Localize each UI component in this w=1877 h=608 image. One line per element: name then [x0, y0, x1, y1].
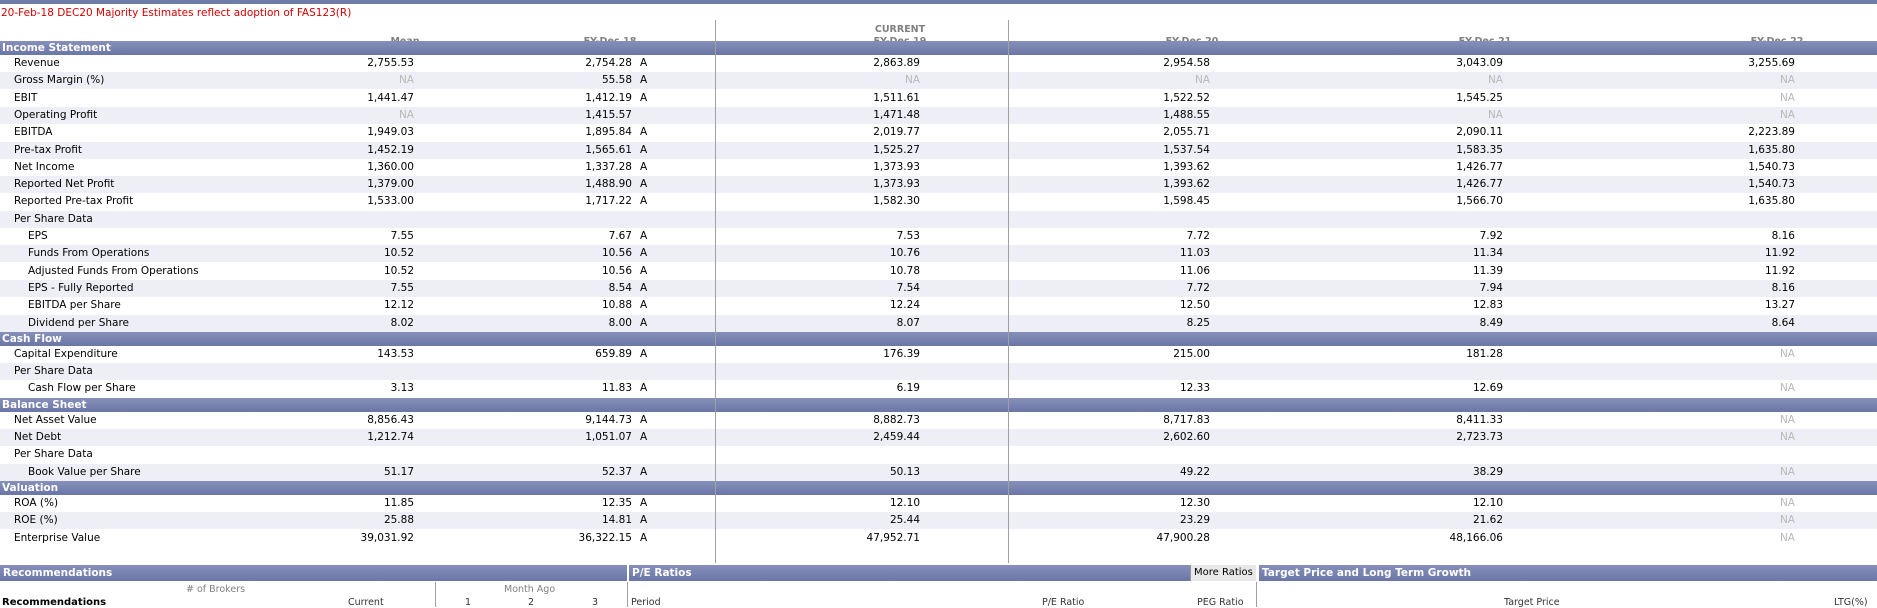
cell-fy19: 2,459.44 [873, 431, 920, 443]
cell-fy19: 10.78 [889, 264, 920, 277]
row-label: Gross Margin (%) [14, 74, 105, 87]
table-row[interactable] [0, 429, 1877, 446]
row-label: Pre-tax Profit [14, 143, 82, 156]
cell-fy21: 1,426.77 [1456, 178, 1503, 191]
cell-fy18: 9,144.73 [585, 413, 632, 426]
cell-fy21: NA [1487, 108, 1503, 121]
cell-fy18: 55.58 [601, 74, 632, 87]
cell-mean: 1,379.00 [367, 178, 414, 191]
actual-flag: A [640, 264, 648, 277]
section-header [0, 398, 1877, 412]
divider-rec-month [435, 582, 436, 607]
cell-fy20: 215.00 [1173, 347, 1210, 360]
actual-flag: A [640, 281, 648, 294]
divider-current-left [715, 20, 716, 563]
section-title: Valuation [2, 481, 59, 494]
cell-fy19: 12.10 [889, 496, 920, 509]
cell-fy21: 181.28 [1466, 347, 1503, 360]
cell-fy22: NA [1779, 108, 1795, 121]
table-row[interactable] [0, 363, 1877, 380]
cell-fy19: 7.54 [896, 281, 920, 294]
cell-fy18: 8.54 [608, 281, 632, 294]
cell-mean: 1,441.47 [367, 91, 414, 104]
cell-fy22: 13.27 [1764, 299, 1795, 312]
actual-flag: A [640, 496, 648, 509]
cell-fy18: 52.37 [601, 465, 632, 478]
cell-mean: 1,212.74 [367, 431, 414, 443]
month-3-label: 3 [592, 597, 599, 608]
table-row[interactable] [0, 211, 1877, 228]
month-2-label: 2 [528, 597, 535, 608]
cell-fy22: 3,255.69 [1748, 57, 1795, 69]
cell-fy20: 47,900.28 [1156, 531, 1210, 544]
cell-fy19: 2,019.77 [873, 126, 920, 139]
row-label: Book Value per Share [28, 465, 141, 478]
cell-fy19: 6.19 [896, 382, 920, 395]
cell-mean: 1,452.19 [367, 143, 414, 156]
row-label: Net Asset Value [14, 413, 97, 426]
cell-fy21: 12.10 [1472, 496, 1503, 509]
cell-fy18: 1,412.19 [585, 91, 632, 104]
table-row[interactable] [0, 315, 1877, 332]
table-row[interactable] [0, 512, 1877, 529]
table-row[interactable] [0, 530, 1877, 547]
cell-fy20: 1,598.45 [1163, 195, 1210, 208]
cell-fy19: 50.13 [889, 465, 920, 478]
row-label: Reported Pre-tax Profit [14, 195, 134, 208]
table-row[interactable] [0, 90, 1877, 107]
month-1-label: 1 [465, 597, 472, 608]
row-label: Revenue [14, 57, 60, 69]
row-label: ROA (%) [14, 496, 59, 509]
actual-flag: A [640, 431, 648, 443]
cell-fy19: 12.24 [889, 299, 920, 312]
cell-fy20: 11.06 [1179, 264, 1210, 277]
cell-fy21: 7.92 [1479, 230, 1503, 242]
cell-fy21: 12.83 [1472, 299, 1503, 312]
cell-fy22: 2,223.89 [1748, 126, 1795, 139]
cell-fy20: 1,522.52 [1163, 91, 1210, 104]
table-row[interactable] [0, 464, 1877, 481]
cell-fy18: 10.56 [601, 264, 632, 277]
cell-fy20: NA [1194, 74, 1210, 87]
cell-fy22: 8.16 [1771, 281, 1795, 294]
table-row[interactable] [0, 245, 1877, 262]
num-brokers-label: # of Brokers [186, 584, 246, 595]
col-header-current: CURRENT [874, 24, 926, 35]
actual-flag: A [640, 230, 648, 242]
cell-fy21: 12.69 [1472, 382, 1503, 395]
cell-fy22: 1,540.73 [1748, 178, 1795, 191]
cell-mean: 1,533.00 [367, 195, 414, 208]
cell-fy22: 11.92 [1764, 264, 1795, 277]
target-price-title: Target Price and Long Term Growth [1262, 567, 1472, 579]
top-banner [0, 0, 1877, 4]
row-label: ROE (%) [14, 514, 58, 527]
cell-mean: 11.85 [383, 496, 414, 509]
cell-fy18: 1,717.22 [585, 195, 632, 208]
cell-mean: 12.12 [383, 299, 414, 312]
actual-flag: A [640, 299, 648, 312]
table-row[interactable] [0, 263, 1877, 280]
cell-fy18: 14.81 [601, 514, 632, 527]
actual-flag: A [640, 143, 648, 156]
cell-fy21: 8.49 [1479, 316, 1503, 329]
cell-fy21: 1,566.70 [1456, 195, 1503, 208]
cell-fy20: 12.33 [1179, 382, 1210, 395]
cell-fy21: 1,545.25 [1456, 91, 1503, 104]
notice-text: 20-Feb-18 DEC20 Majority Estimates reflect adoption of FAS123(R) [1, 7, 352, 19]
cell-fy20: 12.50 [1179, 299, 1210, 312]
cell-mean: 3.13 [390, 382, 414, 395]
row-label: Capital Expenditure [14, 347, 118, 360]
table-row[interactable] [0, 55, 1877, 72]
table-row[interactable] [0, 124, 1877, 141]
row-label: Net Debt [14, 431, 62, 443]
cell-fy22: NA [1779, 347, 1795, 360]
table-row[interactable] [0, 412, 1877, 429]
cell-fy20: 7.72 [1186, 281, 1210, 294]
actual-flag: A [640, 531, 648, 544]
cell-fy20: 11.03 [1179, 247, 1210, 260]
cell-mean: 25.88 [383, 514, 414, 527]
cell-fy19: 2,863.89 [873, 57, 920, 69]
cell-fy21: 2,090.11 [1456, 126, 1503, 139]
table-row[interactable] [0, 107, 1877, 124]
cell-fy22: NA [1779, 91, 1795, 104]
cell-fy21: 1,426.77 [1456, 160, 1503, 173]
cell-mean: 1,949.03 [367, 126, 414, 139]
cell-fy19: 176.39 [883, 347, 920, 360]
cell-fy22: NA [1779, 531, 1795, 544]
cell-mean: 1,360.00 [367, 160, 414, 173]
cell-mean: 143.53 [377, 347, 414, 360]
cell-fy20: 49.22 [1179, 465, 1210, 478]
cell-fy19: 8,882.73 [873, 413, 920, 426]
actual-flag: A [640, 247, 648, 260]
row-label: Enterprise Value [14, 531, 101, 544]
row-label: EBITDA per Share [28, 299, 121, 312]
month-ago-label: Month Ago [504, 584, 556, 595]
cell-fy18: 10.56 [601, 247, 632, 260]
cell-fy20: 1,537.54 [1163, 143, 1210, 156]
table-row[interactable] [0, 193, 1877, 210]
section-header [0, 481, 1877, 495]
row-label: Per Share Data [14, 365, 93, 378]
cell-mean: 8.02 [390, 316, 414, 329]
table-row[interactable] [0, 280, 1877, 297]
pe-ratios-header [629, 565, 1226, 581]
cell-fy22: 8.16 [1771, 230, 1795, 242]
table-row[interactable] [0, 346, 1877, 363]
more-ratios-button[interactable]: More Ratios [1190, 565, 1256, 581]
cell-fy22: 1,540.73 [1748, 160, 1795, 173]
cell-fy19: 1,582.30 [873, 195, 920, 208]
cell-mean: 39,031.92 [360, 531, 414, 544]
cell-fy18: 7.67 [608, 230, 632, 242]
divider-current-right [1008, 20, 1009, 563]
cell-fy21: 48,166.06 [1449, 531, 1503, 544]
row-label: EBIT [14, 91, 38, 104]
cell-fy19: 7.53 [896, 230, 920, 242]
rec-label: Recommendations [2, 597, 107, 608]
cell-mean: 8,856.43 [367, 413, 414, 426]
actual-flag: A [640, 74, 648, 87]
cell-fy22: NA [1779, 514, 1795, 527]
cell-fy22: NA [1779, 74, 1795, 87]
divider-pe-target [1256, 582, 1257, 607]
cell-fy18: 12.35 [601, 496, 632, 509]
cell-fy18: 659.89 [595, 347, 632, 360]
cell-fy21: 7.94 [1479, 281, 1503, 294]
cell-fy19: 47,952.71 [866, 531, 920, 544]
cell-fy19: NA [904, 74, 920, 87]
cell-fy19: 1,511.61 [873, 91, 920, 104]
row-label: Net Income [14, 160, 75, 173]
cell-fy18: 10.88 [601, 299, 632, 312]
recommendations-title: Recommendations [3, 567, 113, 579]
actual-flag: A [640, 91, 648, 104]
cell-fy20: 12.30 [1179, 496, 1210, 509]
cell-mean: 10.52 [383, 264, 414, 277]
cell-fy18: 1,337.28 [585, 160, 632, 173]
row-label: Per Share Data [14, 448, 93, 461]
target-price-label: Target Price [1504, 597, 1560, 608]
cell-fy18: 36,322.15 [578, 531, 632, 544]
period-label: Period [631, 597, 661, 608]
table-row[interactable] [0, 446, 1877, 463]
cell-fy22: 11.92 [1764, 247, 1795, 260]
section-title: Income Statement [2, 42, 111, 54]
cell-fy18: 11.83 [601, 382, 632, 395]
section-header [0, 41, 1877, 55]
row-label: Reported Net Profit [14, 178, 115, 191]
actual-flag: A [640, 413, 648, 426]
cell-fy22: NA [1779, 431, 1795, 443]
peg-ratio-label: PEG Ratio [1197, 597, 1244, 608]
ltg-label: LTG(%) [1834, 597, 1868, 608]
table-row[interactable] [0, 176, 1877, 193]
cell-mean: 10.52 [383, 247, 414, 260]
cell-fy20: 2,055.71 [1163, 126, 1210, 139]
cell-fy22: NA [1779, 382, 1795, 395]
cell-fy20: 23.29 [1179, 514, 1210, 527]
cell-fy21: 8,411.33 [1456, 413, 1503, 426]
actual-flag: A [640, 57, 648, 69]
cell-mean: NA [398, 74, 414, 87]
row-label: Per Share Data [14, 212, 93, 225]
cell-fy18: 1,565.61 [585, 143, 632, 156]
table-row[interactable] [0, 72, 1877, 89]
actual-flag: A [640, 316, 648, 329]
actual-flag: A [640, 178, 648, 191]
cell-fy19: 1,373.93 [873, 160, 920, 173]
cell-mean: 2,755.53 [367, 57, 414, 69]
row-label: Cash Flow per Share [28, 382, 136, 395]
cell-fy19: 25.44 [889, 514, 920, 527]
cell-mean: 7.55 [390, 230, 414, 242]
cell-fy18: 1,895.84 [585, 126, 632, 139]
cell-fy18: 8.00 [608, 316, 632, 329]
row-label: Adjusted Funds From Operations [28, 264, 199, 277]
row-label: Funds From Operations [28, 247, 150, 260]
cell-mean: 51.17 [383, 465, 414, 478]
cell-fy21: 3,043.09 [1456, 57, 1503, 69]
cell-fy20: 1,488.55 [1163, 108, 1210, 121]
pe-ratio-label: P/E Ratio [1042, 597, 1085, 608]
cell-fy22: 1,635.80 [1748, 195, 1795, 208]
actual-flag: A [640, 160, 648, 173]
section-header [0, 332, 1877, 346]
cell-fy20: 1,393.62 [1163, 178, 1210, 191]
cell-fy19: 1,525.27 [873, 143, 920, 156]
cell-fy20: 7.72 [1186, 230, 1210, 242]
table-row[interactable] [0, 297, 1877, 314]
cell-fy22: 1,635.80 [1748, 143, 1795, 156]
cell-fy21: 38.29 [1472, 465, 1503, 478]
row-label: EPS - Fully Reported [28, 281, 134, 294]
cell-mean: NA [398, 108, 414, 121]
actual-flag: A [640, 347, 648, 360]
cell-fy22: 8.64 [1771, 316, 1795, 329]
target-price-header [1259, 565, 1877, 581]
row-label: Dividend per Share [28, 316, 129, 329]
cell-fy19: 8.07 [896, 316, 920, 329]
cell-fy21: NA [1487, 74, 1503, 87]
cell-mean: 7.55 [390, 281, 414, 294]
cell-fy21: 2,723.73 [1456, 431, 1503, 443]
cell-fy22: NA [1779, 496, 1795, 509]
cell-fy20: 8,717.83 [1163, 413, 1210, 426]
row-label: EPS [28, 230, 48, 242]
cell-fy21: 11.39 [1472, 264, 1503, 277]
table-row[interactable] [0, 142, 1877, 159]
cell-fy21: 11.34 [1472, 247, 1503, 260]
section-title: Cash Flow [2, 332, 62, 345]
cell-fy20: 1,393.62 [1163, 160, 1210, 173]
table-row[interactable] [0, 495, 1877, 512]
table-row[interactable] [0, 159, 1877, 176]
recommendations-header [0, 565, 627, 581]
row-label: Operating Profit [14, 108, 98, 121]
cell-fy22: NA [1779, 465, 1795, 478]
table-row[interactable] [0, 228, 1877, 245]
cell-fy20: 8.25 [1186, 316, 1210, 329]
actual-flag: A [640, 465, 648, 478]
divider-rec-pe [627, 582, 628, 607]
cell-fy21: 1,583.35 [1456, 143, 1503, 156]
cell-fy19: 1,471.48 [873, 108, 920, 121]
cell-fy20: 2,954.58 [1163, 57, 1210, 69]
table-row[interactable] [0, 380, 1877, 397]
cell-fy21: 21.62 [1472, 514, 1503, 527]
section-title: Balance Sheet [2, 398, 87, 411]
cell-fy19: 1,373.93 [873, 178, 920, 191]
cell-fy22: NA [1779, 413, 1795, 426]
cell-fy18: 1,051.07 [585, 431, 632, 443]
cell-fy20: 2,602.60 [1163, 431, 1210, 443]
current-label: Current [348, 597, 384, 608]
cell-fy18: 1,488.90 [585, 178, 632, 191]
actual-flag: A [640, 126, 648, 139]
cell-fy18: 2,754.28 [585, 57, 632, 69]
actual-flag: A [640, 195, 648, 208]
actual-flag: A [640, 382, 648, 395]
row-label: EBITDA [14, 126, 53, 139]
cell-fy18: 1,415.57 [585, 108, 632, 121]
actual-flag: A [640, 514, 648, 527]
cell-fy19: 10.76 [889, 247, 920, 260]
pe-ratios-title: P/E Ratios [632, 567, 692, 579]
